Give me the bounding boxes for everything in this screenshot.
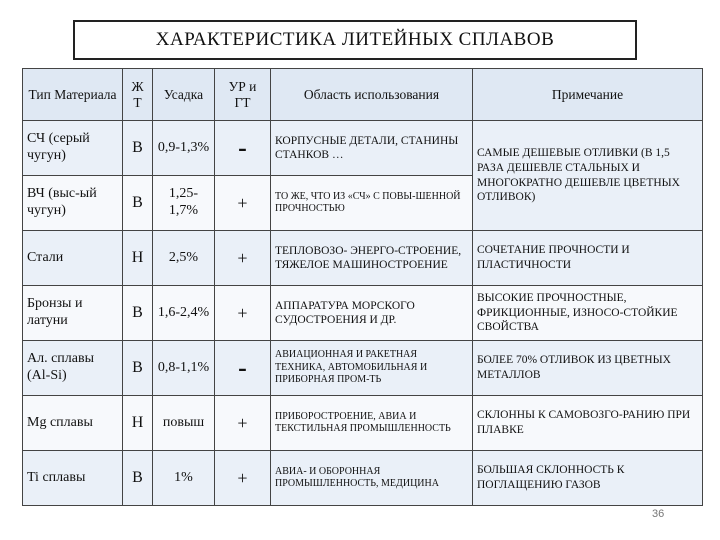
shrinkage-value: повыш	[153, 396, 215, 451]
usage-text: ТЕПЛОВОЗО- ЭНЕРГО-СТРОЕНИЕ, ТЯЖЕЛОЕ МАШИНОСТРОЕНИЕ	[271, 231, 473, 286]
page-number: 36	[652, 508, 665, 520]
material-code: В	[123, 341, 153, 396]
material-code: В	[123, 176, 153, 231]
shrinkage-value: 0,8-1,1%	[153, 341, 215, 396]
header-shrinkage: Усадка	[153, 69, 215, 121]
header-ur: УР и ГТ	[215, 69, 271, 121]
usage-text: ПРИБОРОСТРОЕНИЕ, АВИА И ТЕКСТИЛЬНАЯ ПРОМЫШЛЕННОСТЬ	[271, 396, 473, 451]
ur-value: +	[215, 286, 271, 341]
table-row	[23, 396, 703, 451]
usage-text: АППАРАТУРА МОРСКОГО СУДОСТРОЕНИЯ И ДР.	[271, 286, 473, 341]
usage-text: КОРПУСНЫЕ ДЕТАЛИ, СТАНИНЫ СТАНКОВ …	[271, 121, 473, 176]
table-row	[23, 286, 703, 341]
ur-value: +	[215, 396, 271, 451]
note-text: БОЛЕЕ 70% ОТЛИВОК ИЗ ЦВЕТНЫХ МЕТАЛЛОВ	[473, 341, 703, 396]
header-material: Тип Материала	[23, 69, 123, 121]
shrinkage-value: 2,5%	[153, 231, 215, 286]
shrinkage-value: 0,9-1,3%	[153, 121, 215, 176]
table-row	[23, 231, 703, 286]
table-row	[23, 451, 703, 506]
usage-text: АВИАЦИОННАЯ И РАКЕТНАЯ ТЕХНИКА, АВТОМОБИЛЬНАЯ И ПРИБОРНАЯ ПРОМ-ТЬ	[271, 341, 473, 396]
ur-value: -	[215, 341, 271, 396]
material-code: В	[123, 451, 153, 506]
ur-value: -	[215, 121, 271, 176]
material-name: СЧ (серый чугун)	[23, 121, 123, 176]
ur-value: +	[215, 231, 271, 286]
page-title: ХАРАКТЕРИСТИКА ЛИТЕЙНЫХ СПЛАВОВ	[73, 20, 637, 60]
table-row	[23, 121, 703, 176]
material-code: Н	[123, 396, 153, 451]
note-text: БОЛЬШАЯ СКЛОННОСТЬ К ПОГЛАЩЕНИЮ ГАЗОВ	[473, 451, 703, 506]
note-text: СКЛОННЫ К САМОВОЗГО-РАНИЮ ПРИ ПЛАВКЕ	[473, 396, 703, 451]
shrinkage-value: 1%	[153, 451, 215, 506]
material-name: Mg сплавы	[23, 396, 123, 451]
merged-note: САМЫЕ ДЕШЕВЫЕ ОТЛИВКИ (В 1,5 РАЗА ДЕШЕВЛЕ СТАЛЬНЫХ И МНОГОКРАТНО ДЕШЕВЛЕ ЦВЕТНЫХ ОТЛИВОК)	[473, 121, 703, 231]
usage-text: ТО ЖЕ, ЧТО ИЗ «СЧ» С ПОВЫ-ШЕННОЙ ПРОЧНОСТЬЮ	[271, 176, 473, 231]
material-name: ВЧ (выс-ый чугун)	[23, 176, 123, 231]
material-code: В	[123, 286, 153, 341]
ur-value: +	[215, 451, 271, 506]
material-name: Ал. сплавы (Al-Si)	[23, 341, 123, 396]
header-usage: Область использования	[271, 69, 473, 121]
material-name: Ti сплавы	[23, 451, 123, 506]
material-code: В	[123, 121, 153, 176]
material-name: Бронзы и латуни	[23, 286, 123, 341]
note-text: ВЫСОКИЕ ПРОЧНОСТНЫЕ, ФРИКЦИОННЫЕ, ИЗНОСО-СТОЙКИЕ СВОЙСТВА	[473, 286, 703, 341]
shrinkage-value: 1,25-1,7%	[153, 176, 215, 231]
material-code: Н	[123, 231, 153, 286]
ur-value: +	[215, 176, 271, 231]
alloys-table	[22, 68, 703, 506]
table-row	[23, 341, 703, 396]
usage-text: АВИА- И ОБОРОННАЯ ПРОМЫШЛЕННОСТЬ, МЕДИЦИНА	[271, 451, 473, 506]
header-note: Примечание	[473, 69, 703, 121]
note-text: СОЧЕТАНИЕ ПРОЧНОСТИ И ПЛАСТИЧНОСТИ	[473, 231, 703, 286]
material-name: Стали	[23, 231, 123, 286]
header-row	[23, 69, 703, 121]
shrinkage-value: 1,6-2,4%	[153, 286, 215, 341]
header-code: Ж Т	[123, 69, 153, 121]
